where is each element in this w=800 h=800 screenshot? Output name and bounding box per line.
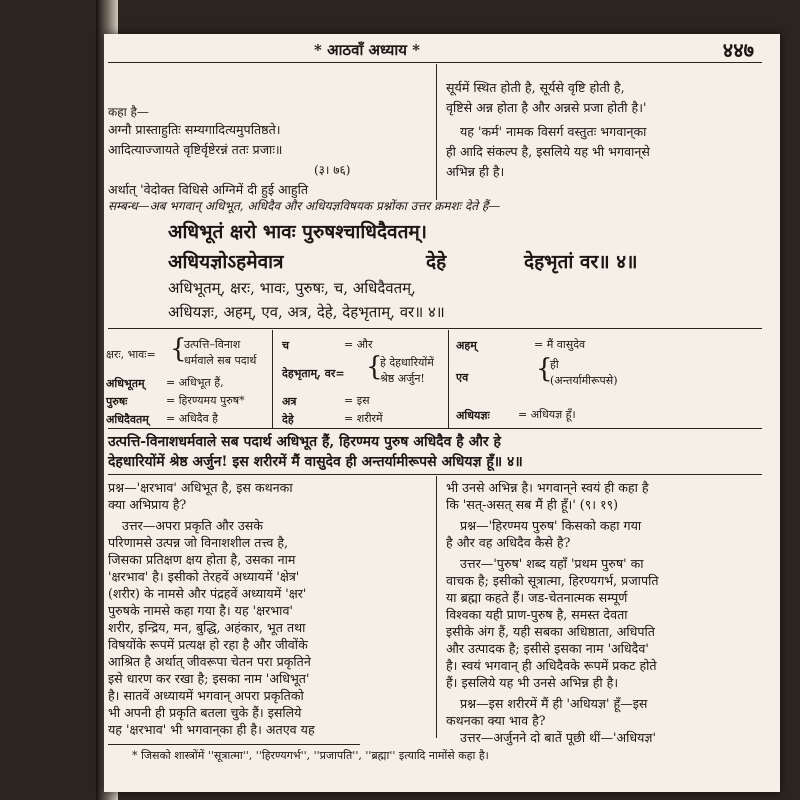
gloss-cha: च xyxy=(282,339,289,352)
right-col-line-4: है और वह अधिदैव कैसे है? xyxy=(446,535,571,550)
right-col-line-14: कथनका क्या भाव है? xyxy=(446,713,546,728)
left-col-line-14: भी अपनी ही प्रकृति बतला चुके हैं। इसलिये xyxy=(108,705,302,720)
gloss-dehabhrtam-2: श्रेष्ठ अर्जुन! xyxy=(380,372,425,385)
right-col-line-1: भी उनसे अभिन्न है। भगवान्‌ने स्वयं ही कहा है xyxy=(446,480,649,495)
left-col-line-4: परिणामसे उत्पन्न जो विनाशशील तत्त्व है, xyxy=(108,535,289,550)
gloss-adhibhutam: अधिभूतम् xyxy=(106,377,145,390)
right-col-line-13: प्रश्न—इस शरीरमें मैं ही 'अधियज्ञ' हूँ—इस xyxy=(460,696,648,711)
gloss-divider-1 xyxy=(272,330,273,428)
gloss-ksharah-1: उत्पत्ति–विनाश xyxy=(184,338,241,351)
header-rule xyxy=(108,62,762,63)
right-col-line-15: उत्तर—अर्जुनने दो बातें पूछी थीं—'अधियज्ञ' xyxy=(460,730,656,745)
right-col-line-12: हैं। इसलिये यह भी उनसे अभिन्न ही है। xyxy=(446,675,619,690)
right-col-line-9: इसीके अंग हैं, यही सबका अधिष्ठाता, अधिपति xyxy=(446,624,655,639)
right-top-line-5: अभिन्न ही है। xyxy=(446,164,505,179)
right-top-line-2: वृष्टिसे अन्न होता है और अन्नसे प्रजा होती है।' xyxy=(446,100,647,115)
gloss-dehe-value: = शरीरमें xyxy=(344,412,383,425)
gloss-dehe: देहे xyxy=(282,413,294,426)
gloss-adhidaivatam-value: = अधिदैव है xyxy=(166,412,219,425)
gloss-ksharah-bhavah: क्षरः, भावः= xyxy=(106,348,156,361)
gloss-brace-1: { xyxy=(170,334,187,364)
gloss-ksharah-2: धर्मवाले सब पदार्थ xyxy=(184,354,257,367)
gloss-aham: अहम् xyxy=(456,339,477,352)
gloss-adhiyajnah: अधियज्ञः xyxy=(456,409,490,422)
shloka-reference: (३। ७६) xyxy=(314,163,351,177)
left-col-line-13: है। सातवें अध्यायमें भगवान् अपरा प्रकृतिको xyxy=(108,688,304,703)
gloss-atra: अत्र xyxy=(282,395,297,408)
left-col-line-11: आश्रित है अर्थात् जीवरूपा चेतन परा प्रकृतिने xyxy=(108,654,311,669)
gloss-adhidaivatam: अधिदैवतम् xyxy=(106,413,149,426)
gloss-aham-value: = मैं वासुदेव xyxy=(534,338,586,351)
word-list-line-2: अधियज्ञः, अहम्, एव, अत्र, देहे, देहभृताम्, वर॥ ४॥ xyxy=(168,303,445,321)
left-col-line-7: (शरीर) के नामसे और पंद्रहवें अध्यायमें 'क्षर' xyxy=(108,586,307,601)
gloss-adhiyajnah-value: = अधियज्ञ हूँ। xyxy=(518,408,576,421)
gloss-cha-value: = और xyxy=(344,338,373,351)
gloss-bottom-rule xyxy=(108,428,762,429)
chapter-heading: * आठवाँ अध्याय * xyxy=(314,41,421,59)
left-col-line-8: पुरुषके नामसे कहा गया है। यह 'क्षरभाव' xyxy=(108,603,293,618)
gloss-divider-2 xyxy=(448,330,449,428)
left-col-line-10: विषयोंके रूपमें प्रत्यक्ष हो रहा है और जीवोंके xyxy=(108,637,308,652)
sambandh-line: सम्बन्ध—अब भगवान् अधिभूत, अधिदैव और अधियज्ञविषयक प्रश्नोंका उत्तर क्रमशः देते हैं— xyxy=(108,199,501,213)
gloss-eva-1: ही xyxy=(550,358,559,371)
commentary-column-divider xyxy=(436,476,437,738)
gloss-purushah: पुरुषः xyxy=(106,395,128,408)
book-page xyxy=(104,34,780,792)
right-top-line-3: यह 'कर्म' नामक विसर्ग वस्तुतः भगवान्‌का xyxy=(460,124,647,139)
gloss-dehabhrtam: देहभृताम्, वर= xyxy=(282,367,345,380)
translation-line-1: उत्पत्ति-विनाशधर्मवाले सब पदार्थ अधिभूत हैं, हिरण्मय पुरुष अधिदैव है और हे xyxy=(108,434,501,450)
right-col-line-7: या ब्रह्मा कहते हैं। जड-चेतनात्मक सम्पूर्ण xyxy=(446,590,628,605)
left-col-line-6: 'क्षरभाव' है। इसीको तेरहवें अध्यायमें 'क्षेत्र' xyxy=(108,569,300,584)
translation-line-2: देहधारियोंमें श्रेष्ठ अर्जुन! इस शरीरमें मैं वासुदेव ही अन्तर्यामीरूपसे अधियज्ञ हूँ॥ ४॥ xyxy=(108,454,523,470)
gloss-eva: एव xyxy=(456,371,469,384)
gloss-adhibhutam-value: = अधिभूत हैं, xyxy=(166,376,224,389)
verse-line-2a: अधियज्ञोऽहमेवात्र xyxy=(168,251,284,273)
left-col-line-1: प्रश्न—'क्षरभाव' अधिभूत है, इस कथनका xyxy=(108,480,293,495)
top-column-divider xyxy=(436,64,437,200)
right-col-line-6: वाचक है; इसीको सूत्रात्मा, हिरण्यगर्भ, प्रजापति xyxy=(446,573,659,588)
right-col-line-3: प्रश्न—'हिरण्मय पुरुष' किसको कहा गया xyxy=(460,518,642,533)
left-col-line-2: क्या अभिप्राय है? xyxy=(108,497,187,512)
gloss-brace-2: { xyxy=(366,352,383,382)
verse-line-2c: देहभृतां वर॥ ४॥ xyxy=(524,251,638,273)
shloka-line-1: अग्नौ प्रास्ताहुतिः सम्यगादित्यमुपतिष्ठते। xyxy=(108,122,281,137)
verse-line-1: अधिभूतं क्षरो भावः पुरुषश्चाधिदैवतम्। xyxy=(168,221,427,243)
kaha-hai-text: कहा है— xyxy=(108,105,149,119)
page-number: ४४७ xyxy=(722,38,754,62)
right-col-line-2: कि 'सत्-असत् सब मैं ही हूँ।' (९। १९) xyxy=(446,497,619,512)
right-col-line-10: और उत्पादक है; इसीसे इसका नाम 'अधिदैव' xyxy=(446,641,649,656)
gloss-top-rule xyxy=(108,328,762,329)
right-col-line-11: है। स्वयं भगवान् ही अधिदैवके रूपमें प्रकट होते xyxy=(446,658,657,673)
left-col-line-15: यह 'क्षरभाव' भी भगवान्‌का ही है। अतएव यह xyxy=(108,722,315,737)
left-col-line-12: इसे धारण कर रखा है; इसका नाम 'अधिभूत' xyxy=(108,671,310,686)
footnote-rule xyxy=(108,744,360,745)
gloss-purushah-value: = हिरण्यमय पुरुष* xyxy=(166,394,245,407)
right-col-line-5: उत्तर—'पुरुष' शब्द यहाँ 'प्रथम पुरुष' का xyxy=(460,556,644,571)
gloss-atra-value: = इस xyxy=(344,394,370,407)
right-col-line-8: विश्वका यही प्राण-पुरुष है, समस्त देवता xyxy=(446,607,628,622)
left-col-line-5: जिसका प्रतिक्षण क्षय होता है, उसका नाम xyxy=(108,552,296,567)
right-top-line-1: सूर्यमें स्थित होती है, सूर्यसे वृष्टि होती है, xyxy=(446,80,625,95)
left-col-line-9: शरीर, इन्द्रिय, मन, बुद्धि, अहंकार, भूत तथा xyxy=(108,620,306,635)
gloss-brace-3: { xyxy=(536,354,553,384)
footnote: * जिसको शास्त्रोंमें ''सूत्रात्मा'', ''हिरण्यगर्भ'', ''प्रजापति'', ''ब्रह्मा'' इत्यादि नामोंसे कहा है। xyxy=(132,749,489,762)
commentary-top-rule xyxy=(108,474,762,475)
word-list-line-1: अधिभूतम्, क्षरः, भावः, पुरुषः, च, अधिदैवतम्, xyxy=(168,279,416,297)
gloss-dehabhrtam-1: हे देहधारियोंमें xyxy=(380,356,434,369)
left-col-line-3: उत्तर—अपरा प्रकृति और उसके xyxy=(122,518,263,533)
shloka-line-2: आदित्याज्जायते वृष्टिर्वृष्टेरन्नं ततः प्रजाः॥ xyxy=(108,142,283,157)
artha-text: अर्थात् 'वेदोक्त विधिसे अग्निमें दी हुई आहुति xyxy=(108,182,309,197)
verse-line-2b: देहे xyxy=(426,251,447,273)
right-top-line-4: ही आदि संकल्प है, इसलिये यह भी भगवान्‌से xyxy=(446,144,650,159)
gloss-eva-2: (अन्तर्यामीरूपसे) xyxy=(550,374,618,387)
